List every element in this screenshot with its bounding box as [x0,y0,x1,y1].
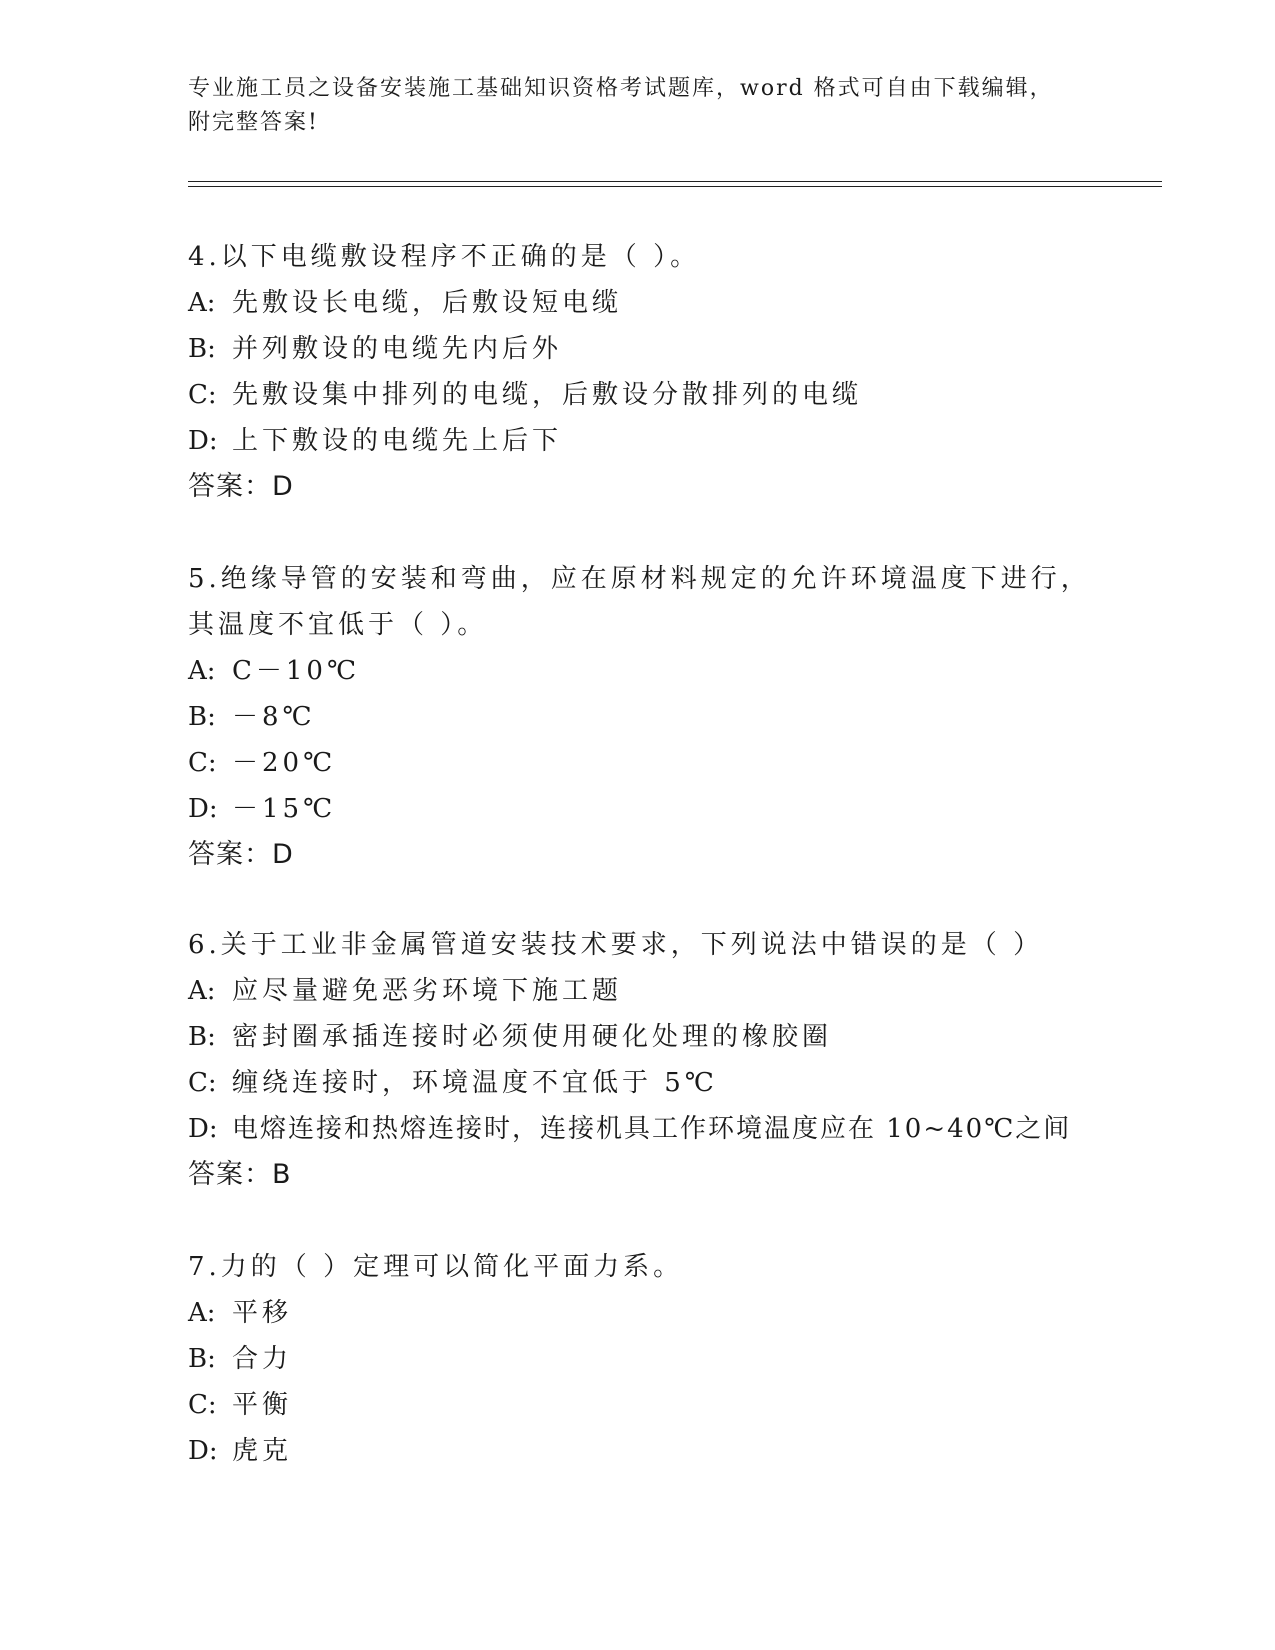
question-stem: 5.绝缘导管的安装和弯曲，应在原材料规定的允许环境温度下进行， [188,564,1091,594]
option-key: A: [188,976,216,1006]
option-key: B: [188,702,216,732]
question-stem: 6.关于工业非金属管道安装技术要求，下列说法中错误的是（ ） [188,930,1044,960]
answer-line: 答案：D [188,471,294,502]
option-a [188,280,1168,326]
option-key: D: [188,1114,218,1144]
option-key: C: [188,1068,217,1098]
option-key: B: [188,334,216,364]
option-text: －20℃ [232,748,337,778]
option-text: 并列敷设的电缆先内后外 [232,334,563,364]
option-key: D: [188,1436,218,1466]
header-line-1: 专业施工员之设备安装施工基础知识资格考试题库，word 格式可自由下载编辑， [188,76,1054,101]
option-key: D: [188,426,218,456]
option-a [188,648,1168,694]
option-key: C: [188,380,217,410]
option-text: 平移 [232,1298,293,1328]
option-b [188,694,1168,740]
header-divider-top [188,181,1162,182]
header-divider-bottom [188,186,1162,187]
option-b [188,326,1168,372]
option-a [188,1290,1168,1336]
option-key: B: [188,1344,216,1374]
option-text: 先敷设集中排列的电缆，后敷设分散排列的电缆 [232,380,863,410]
option-text: 上下敷设的电缆先上后下 [232,426,563,456]
option-key: B: [188,1022,216,1052]
option-text: 密封圈承插连接时必须使用硬化处理的橡胶圈 [232,1022,833,1052]
question-stem: 7.力的（ ）定理可以简化平面力系。 [188,1252,684,1282]
option-text: 合力 [232,1344,293,1374]
option-a [188,968,1168,1014]
option-text: －8℃ [232,702,316,732]
answer-line: 答案：B [188,1159,292,1190]
option-text: 缠绕连接时，环境温度不宜低于 5℃ [232,1068,718,1098]
option-c [188,1060,1168,1106]
option-key: A: [188,288,216,318]
option-text: 应尽量避免恶劣环境下施工题 [232,976,623,1006]
option-text: －15℃ [232,794,337,824]
option-b [188,1336,1168,1382]
option-d [188,1428,1168,1474]
option-text: 电熔连接和热熔连接时，连接机具工作环境温度应在 10~40℃之间 [232,1114,1072,1144]
option-key: D: [188,794,218,824]
option-d [188,1106,1168,1152]
question-stem-continued: 其温度不宜低于（ ）。 [188,610,488,640]
question-7 [188,1244,1168,1474]
option-text: C－10℃ [232,656,361,686]
option-b [188,1014,1168,1060]
answer-line: 答案：D [188,839,294,870]
option-d [188,418,1168,464]
option-c [188,372,1168,418]
option-d [188,786,1168,832]
question-6 [188,922,1168,1198]
question-stem: 4.以下电缆敷设程序不正确的是（ ）。 [188,242,701,272]
option-text: 平衡 [232,1390,293,1420]
option-c [188,740,1168,786]
document-header [188,72,1088,140]
option-key: A: [188,1298,216,1328]
question-5 [188,556,1168,878]
option-key: C: [188,1390,217,1420]
header-line-2: 附完整答案! [188,110,319,135]
option-text: 先敷设长电缆，后敷设短电缆 [232,288,623,318]
option-c [188,1382,1168,1428]
option-text: 虎克 [232,1436,293,1466]
question-4 [188,234,1168,510]
option-key: A: [188,656,216,686]
option-key: C: [188,748,217,778]
